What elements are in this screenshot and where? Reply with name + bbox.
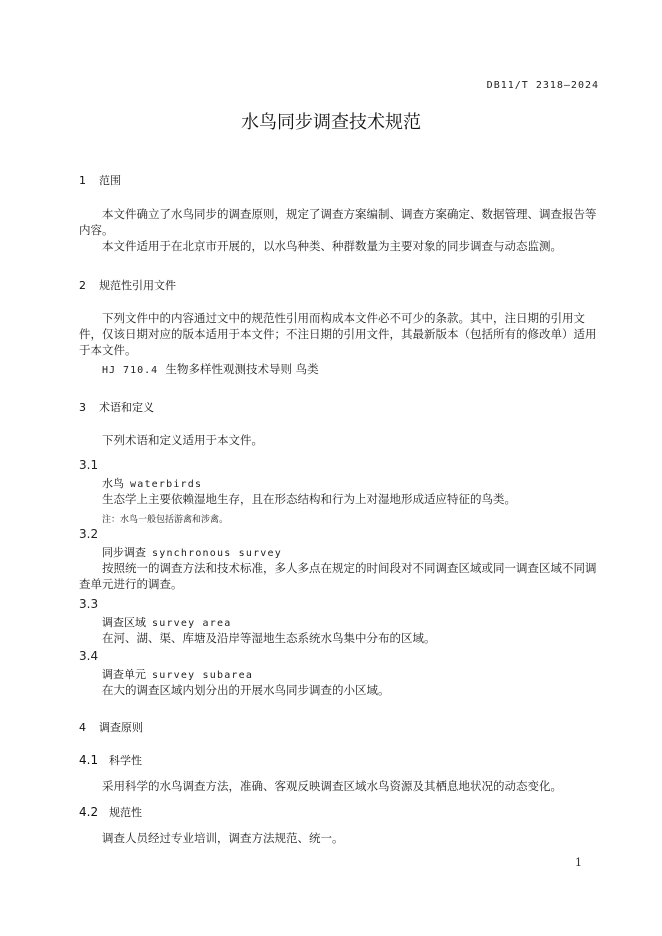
term-en: survey subarea [152,670,254,681]
subsection-4-2-heading [79,804,142,820]
term-zh: 同步调查 [102,546,146,559]
subsection-number: 4.2 [79,805,99,819]
section-title: 规范性引用文件 [99,279,176,292]
term-en: waterbirds [130,479,203,490]
term-number: 3.3 [79,597,99,611]
term-number: 3.2 [79,527,99,541]
normative-reference [102,361,319,379]
section-2-heading [79,277,176,293]
section-title: 术语和定义 [99,401,154,414]
section-4-heading [79,719,143,735]
term-definition: 在大的调查区域内划分出的开展水鸟同步调查的小区域。 [102,683,390,697]
subsection-title: 规范性 [109,806,142,819]
paragraph: 本文件适用于在北京市开展的，以水鸟种类、种群数量为主要对象的同步调查与动态监测。 [102,239,562,253]
reference-code: HJ 710.4 [102,365,159,376]
subsection-4-1-heading [79,752,142,768]
term-en: survey area [152,618,232,629]
term-definition: 按照统一的调查方法和技术标准，多人多点在规定的时间段对不同调查区域或同一调查区域不同调查单元进行的调查。 [79,561,597,591]
paragraph: 采用科学的水鸟调查方法，准确、客观反映调查区域水鸟资源及其栖息地状况的动态变化。 [102,779,562,793]
paragraph: 调查人员经过专业培训，调查方法规范、统一。 [102,831,344,845]
term-entry [102,614,231,630]
document-title: 水鸟同步调查技术规范 [241,112,421,133]
section-number: 3 [79,401,86,414]
term-definition: 生态学上主要依赖湿地生存，且在形态结构和行为上对湿地形成适应特征的鸟类。 [102,492,516,506]
term-number: 3.1 [79,458,99,472]
reference-title: 生物多样性观测技术导则 鸟类 [165,362,319,376]
section-3-heading [79,399,154,415]
term-entry [102,475,202,491]
section-number: 2 [79,279,86,292]
term-zh: 水鸟 [102,477,124,490]
term-definition: 在河、湖、渠、库塘及沿岸等湿地生态系统水鸟集中分布的区域。 [102,631,436,645]
page-number: 1 [575,856,582,869]
subsection-title: 科学性 [109,754,142,767]
section-title: 范围 [99,174,121,187]
section-number: 4 [79,721,86,734]
section-number: 1 [79,174,86,187]
section-title: 调查原则 [99,721,143,734]
document-number: DB11/T 2318—2024 [486,80,599,91]
paragraph: 本文件确立了水鸟同步的调查原则，规定了调查方案编制、调查方案确定、数据管理、调查报告等内容。 [79,207,597,237]
term-entry [102,544,282,560]
term-zh: 调查单元 [102,668,146,681]
term-entry [102,666,253,682]
term-note: 注：水鸟一般包括游禽和涉禽。 [102,515,229,525]
paragraph: 下列术语和定义适用于本文件。 [102,433,263,447]
section-1-heading [79,172,121,188]
paragraph: 下列文件中的内容通过文中的规范性引用而构成本文件必不可少的条款。其中，注日期的引用文件，仅该日期对应的版本适用于本文件；不注日期的引用文件，其最新版本（包括所有的修改单）适用于本文件。 [79,311,597,357]
term-zh: 调查区域 [102,616,146,629]
subsection-number: 4.1 [79,753,99,767]
term-number: 3.4 [79,649,99,663]
term-en: synchronous survey [152,548,282,559]
